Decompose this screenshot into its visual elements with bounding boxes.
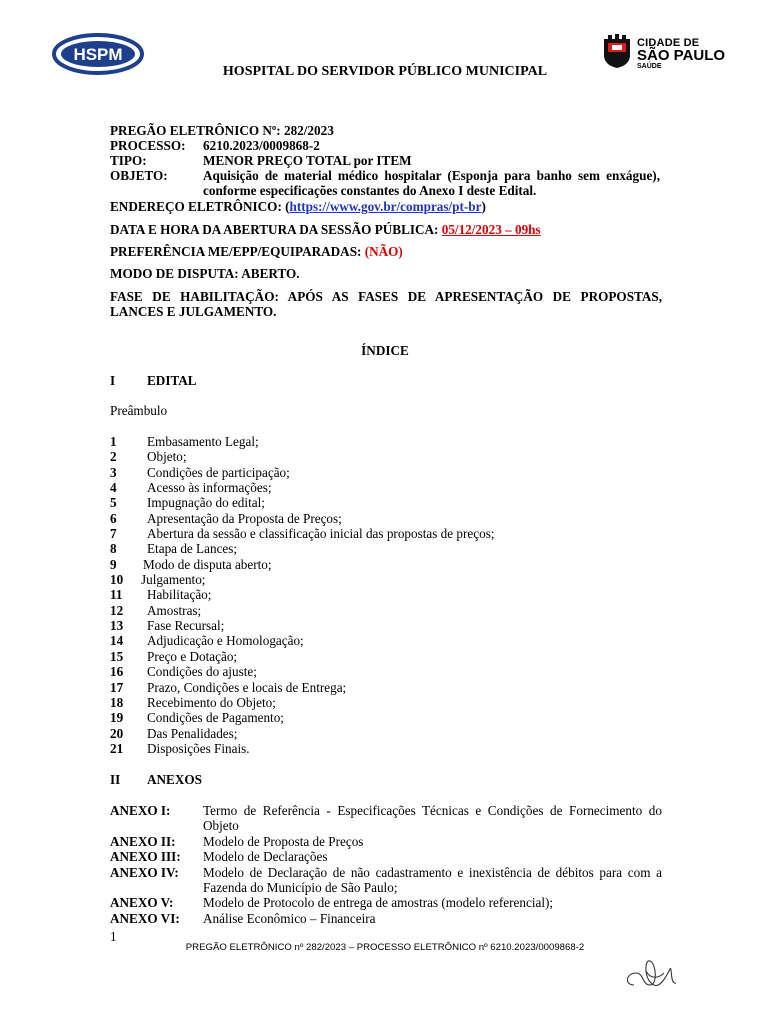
data-abertura-label: DATA E HORA DA ABERTURA DA SESSÃO PÚBLICA:	[110, 222, 442, 237]
annex-item	[110, 803, 662, 834]
index-item-number: 16	[110, 664, 124, 680]
index-item	[110, 680, 670, 695]
preambulo: Preâmbulo	[110, 403, 168, 418]
annex-item	[110, 911, 662, 926]
index-item	[110, 710, 670, 725]
index-item	[110, 465, 670, 480]
data-abertura-value: 05/12/2023 – 09hs	[441, 222, 541, 237]
hspm-logo-text: HSPM	[73, 45, 123, 64]
index-item-text: Recebimento do Objeto;	[147, 694, 276, 710]
index-item-text: Apresentação da Proposta de Preços;	[147, 510, 342, 526]
index-item	[110, 587, 670, 602]
annex-label: ANEXO VI:	[110, 910, 180, 926]
annex-text: Modelo de Declarações	[203, 849, 328, 865]
index-item	[110, 618, 670, 633]
section2-title: ANEXOS	[147, 772, 202, 787]
preferencia-value: (NÃO)	[364, 244, 403, 259]
index-item-text: Adjudicação e Homologação;	[147, 633, 304, 649]
index-item	[110, 603, 670, 618]
index-item	[110, 572, 670, 587]
index-item	[110, 633, 670, 648]
pregao-number: PREGÃO ELETRÔNICO Nº: 282/2023	[110, 123, 334, 138]
index-item-number: 6	[110, 510, 117, 526]
annex-item	[110, 895, 662, 910]
objeto-label: OBJETO:	[110, 168, 168, 183]
index-item	[110, 541, 670, 556]
index-item	[110, 695, 670, 710]
index-item	[110, 649, 670, 664]
tipo-label: TIPO:	[110, 153, 147, 168]
index-item-text: Embasamento Legal;	[147, 434, 259, 449]
index-item-text: Disposições Finais.	[147, 740, 250, 756]
annex-label: ANEXO III:	[110, 849, 181, 865]
index-item-text: Acesso às informações;	[147, 480, 272, 496]
index-item-text: Habilitação;	[147, 587, 212, 603]
index-item-text: Prazo, Condições e locais de Entrega;	[147, 679, 347, 695]
objeto-value: Aquisição de material médico hospitalar (Esponja para banho sem enxágue), conforme especificações constantes do Anexo I deste Edital.	[203, 168, 660, 199]
page-footer: PREGÃO ELETRÔNICO nº 282/2023 – PROCESSO ELETRÔNICO nº 6210.2023/0009868-2	[185, 942, 585, 953]
index-title: ÍNDICE	[361, 343, 409, 358]
section1-title: EDITAL	[147, 373, 197, 388]
index-item-number: 1	[110, 434, 117, 449]
edital-index-list	[110, 434, 670, 756]
index-item-number: 14	[110, 633, 124, 649]
index-item-number: 5	[110, 495, 117, 511]
section2-number: II	[110, 772, 121, 787]
annex-item	[110, 849, 662, 864]
index-item-text: Condições de Pagamento;	[147, 710, 284, 726]
index-item-number: 2	[110, 449, 117, 465]
sp-logo-line1: CIDADE DE	[637, 37, 700, 49]
section1-number: I	[110, 373, 116, 388]
signature	[620, 955, 682, 995]
processo-label: PROCESSO:	[110, 138, 186, 153]
annex-label: ANEXO I:	[110, 803, 171, 818]
annex-text: Modelo de Proposta de Preços	[203, 833, 364, 849]
processo-value: 6210.2023/0009868-2	[203, 138, 320, 153]
index-item	[110, 511, 670, 526]
annex-label: ANEXO V:	[110, 895, 174, 911]
index-item-text: Julgamento;	[141, 572, 206, 588]
index-item	[110, 726, 670, 741]
index-item-text: Das Penalidades;	[147, 725, 238, 741]
index-item-text: Preço e Dotação;	[147, 648, 238, 664]
endereco-line	[110, 199, 486, 214]
index-item-text: Objeto;	[147, 449, 187, 465]
index-item-text: Etapa de Lances;	[147, 541, 238, 557]
index-item-text: Condições de participação;	[147, 464, 290, 480]
index-item-number: 15	[110, 648, 124, 664]
data-abertura-line	[110, 222, 541, 237]
index-item-number: 19	[110, 710, 124, 726]
index-item-text: Abertura da sessão e classificação inicial das propostas de preços;	[147, 526, 495, 542]
index-item-number: 3	[110, 464, 117, 480]
index-item-text: Impugnação do edital;	[147, 495, 265, 511]
annex-text: Termo de Referência - Especificações Técnicas e Condições de Fornecimento do Objeto	[203, 803, 662, 834]
index-item-number: 4	[110, 480, 117, 496]
index-item	[110, 495, 670, 510]
index-item	[110, 526, 670, 541]
index-item-number: 8	[110, 541, 117, 557]
index-item-number: 17	[110, 679, 124, 695]
annex-label: ANEXO II:	[110, 833, 176, 849]
annex-item	[110, 865, 662, 896]
index-item-number: 7	[110, 526, 117, 542]
annex-item	[110, 834, 662, 849]
index-item	[110, 664, 670, 679]
endereco-label: ENDEREÇO ELETRÔNICO: (	[110, 199, 290, 214]
index-item-text: Fase Recursal;	[147, 618, 225, 634]
index-item-number: 10	[110, 572, 124, 588]
index-item-text: Condições do ajuste;	[147, 664, 257, 680]
index-item-number: 13	[110, 618, 124, 634]
annex-text: Modelo de Protocolo de entrega de amostras (modelo referencial);	[203, 895, 554, 911]
page-header-title: HOSPITAL DO SERVIDOR PÚBLICO MUNICIPAL	[222, 64, 548, 79]
fase-habilitacao: FASE DE HABILITAÇÃO: APÓS AS FASES DE APRESENTAÇÃO DE PROPOSTAS, LANCES E JULGAMENTO.	[110, 289, 662, 320]
index-item-text: Modo de disputa aberto;	[143, 556, 272, 572]
endereco-close: )	[481, 199, 486, 214]
annex-label: ANEXO IV:	[110, 864, 179, 880]
preferencia-label: PREFERÊNCIA ME/EPP/EQUIPARADAS:	[110, 244, 365, 259]
index-item	[110, 480, 670, 495]
preferencia-line	[110, 244, 403, 259]
compras-link[interactable]: https://www.gov.br/compras/pt-br	[289, 199, 482, 214]
page-number: 1	[110, 929, 117, 944]
annex-text: Modelo de Declaração de não cadastramento e inexistência de débitos para com a Fazenda do Município de São Paulo;	[203, 864, 662, 896]
index-item	[110, 434, 670, 449]
sp-logo-line2: SÃO PAULO	[637, 47, 726, 64]
annex-list	[110, 803, 662, 926]
annex-text: Análise Econômico – Financeira	[203, 910, 376, 926]
modo-disputa: MODO DE DISPUTA: ABERTO.	[110, 266, 300, 281]
sp-logo-line3: SAÚDE	[637, 63, 662, 70]
index-item	[110, 449, 670, 464]
index-item	[110, 557, 670, 572]
tipo-value: MENOR PREÇO TOTAL por ITEM	[203, 153, 412, 168]
index-item-number: 21	[110, 740, 124, 756]
index-item-number: 12	[110, 602, 124, 618]
index-item-number: 9	[110, 556, 117, 572]
index-item-text: Amostras;	[147, 602, 202, 618]
index-item-number: 11	[110, 587, 123, 603]
index-item-number: 18	[110, 694, 124, 710]
index-item	[110, 741, 670, 756]
index-item-number: 20	[110, 725, 124, 741]
